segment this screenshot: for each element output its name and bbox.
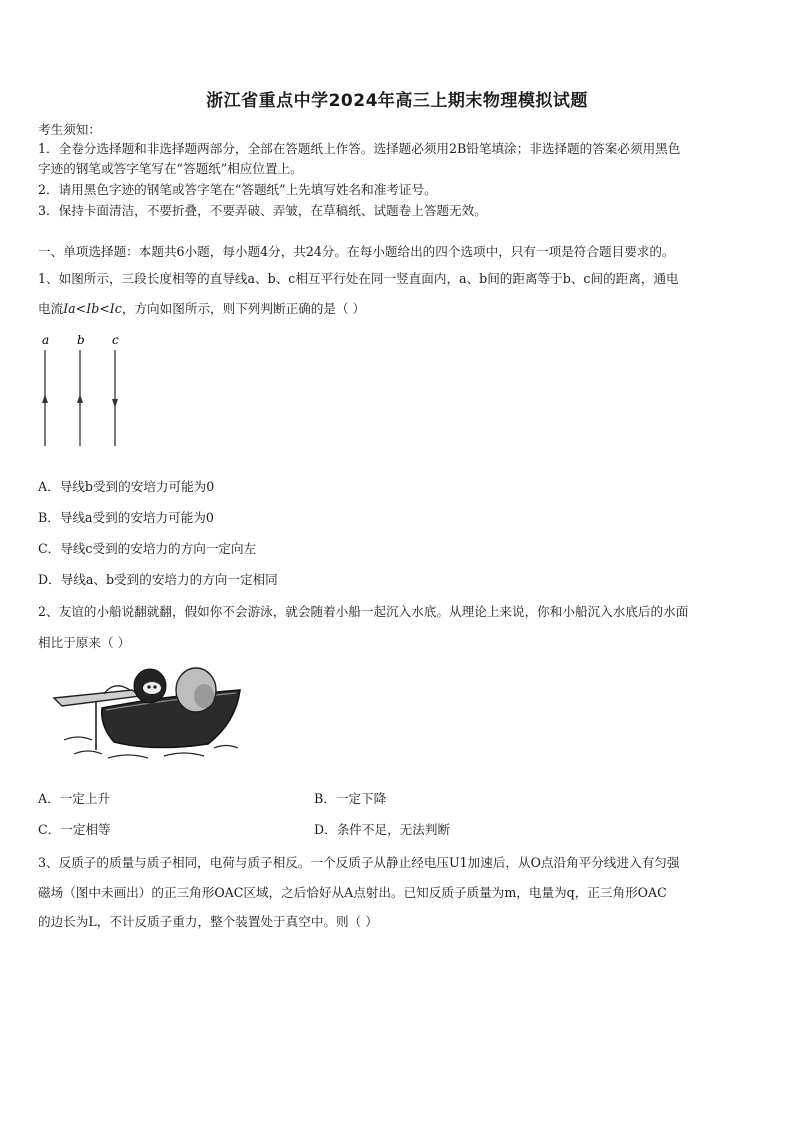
q1-stem-pre: 电流 [38,301,64,316]
wire-c-arrow-down-icon [112,399,118,408]
q1-stem-line2 [38,300,758,318]
wire-label-a: a [42,333,50,347]
notice-item-1: 1．全卷分选择题和非选择题两部分，全部在答题纸上作答。选择题必须用2B铅笔填涂；非选择题的答案必须用黑色 [38,141,681,156]
boat-illustration [44,660,248,768]
q1-stem-line1: 1、如图所示，三段长度相等的直导线a、b、c相互平行处在同一竖直面内，a、b间的距离等于b、c间的距离，通电 [38,271,679,286]
q1-current-relation: Ia<Ib<Ic [63,301,122,316]
q1-option-d[interactable]: D．导线a、b受到的安培力的方向一定相同 [38,572,278,587]
page-title: 浙江省重点中学2024年高三上期末物理模拟试题 [206,91,588,111]
q2-option-c[interactable]: C．一定相等 [38,822,111,837]
q1-option-a[interactable]: A．导线b受到的安培力可能为0 [38,479,215,494]
q1-stem-post: ，方向如图所示，则下列判断正确的是（ ） [121,301,366,316]
character-dark-eye [147,685,150,688]
wire-b-arrow-up-icon [77,394,83,403]
character-light-shade [194,684,214,708]
notice-item-1-cont: 字迹的钢笔或答字笔写在“答题纸”相应位置上。 [38,161,303,176]
q3-stem-line1: 3、反质子的质量与质子相同，电荷与质子相反。一个反质子从静止经电压U1加速后，从O点沿角平分线进入有匀强 [38,855,680,870]
q2-option-a[interactable]: A．一定上升 [38,791,111,806]
q2-stem-line1: 2、友谊的小船说翻就翻，假如你不会游泳，就会随着小船一起沉入水底。从理论上来说，你和小船沉入水底后的水面 [38,604,689,619]
q2-stem-line2: 相比于原来（ ） [38,635,131,650]
notice-item-2: 2．请用黑色字迹的钢笔或答字笔在“答题纸”上先填写姓名和准考证号。 [38,182,437,197]
q1-wire-diagram [36,330,136,452]
q3-stem-line3: 的边长为L，不计反质子重力，整个装置处于真空中。则（ ） [38,914,378,929]
wire-a-arrow-up-icon [42,394,48,403]
notice-item-3: 3．保持卡面清洁，不要折叠，不要弄破、弄皱，在草稿纸、试题卷上答题无效。 [38,203,487,218]
q1-option-b[interactable]: B．导线a受到的安培力可能为0 [38,510,214,525]
character-dark-face [143,682,161,694]
q2-option-b[interactable]: B．一定下降 [314,791,387,806]
wire-label-c: c [112,333,119,347]
q1-option-c[interactable]: C．导线c受到的安培力的方向一定向左 [38,541,257,556]
q3-stem-line2: 磁场（图中未画出）的正三角形OAC区域，之后恰好从A点射出。已知反质子质量为m，电量为q，正三角形OAC [38,885,667,900]
notice-heading: 考生须知： [38,122,101,137]
q2-option-d[interactable]: D．条件不足，无法判断 [314,822,451,837]
wire-label-b: b [77,333,85,347]
character-dark-eye-2 [153,685,156,688]
section-heading: 一、单项选择题：本题共6小题，每小题4分，共24分。在每小题给出的四个选项中，只有一项是符合题目要求的。 [38,244,675,259]
